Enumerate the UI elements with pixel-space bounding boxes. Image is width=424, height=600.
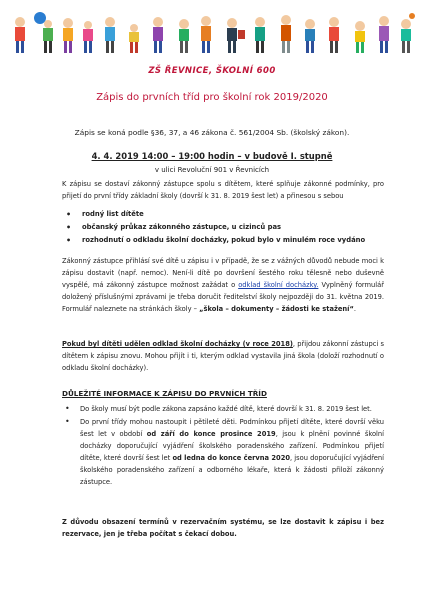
child-figure-9: [201, 16, 211, 53]
list-item: • rozhodnutí o odkladu školní docházky, pokud bylo v minulém roce vydáno: [62, 234, 392, 247]
closing-note: Z důvodu obsazení termínů v rezervačním systému, se lze dostavit k zápisu i bez rezervace, jen je třeba počítat s čekací dobou.: [62, 518, 384, 538]
child-figure-5: [105, 17, 115, 53]
child-figure-15: [355, 21, 365, 53]
legal-reference: Zápis se koná podle §36, 37, a 46 zákona č. 561/2004 Sb. (školský zákon).: [74, 128, 350, 137]
postponed-paragraph: [62, 338, 384, 374]
child-figure-10: [227, 18, 245, 53]
important-info-heading: DŮLEŽITÉ INFORMACE K ZÁPISU DO PRVNÍCH TŘÍD: [62, 389, 267, 398]
info-bold: od ledna do konce června 2020: [172, 454, 291, 462]
event-date-time-text: 4. 4. 2019 14:00 – 19:00 hodin – v budově I. stupně: [91, 151, 333, 161]
child-figure-6: [129, 24, 139, 53]
info-text: Do první třídy mohou nastoupit i pětileté děti. Podmínkou přijetí dítěte, které dovrší věku šest let v období: [80, 418, 384, 438]
intro-paragraph: K zápisu se dostaví zákonný zástupce spolu s dítětem, které splňuje zákonné podmínky, pro přijetí do první třídy základní školy (dovrší k 31. 8. 2019 šest let) a přinesou s sebou: [62, 180, 384, 200]
postponed-heading-text: Pokud byl dítěti udělen odklad školní docházky (v roce 2018): [62, 340, 293, 348]
child-figure-1: [15, 17, 25, 53]
absence-text-3: .: [353, 305, 357, 313]
info-bold: od září do konce prosince 2019: [146, 430, 276, 438]
child-figure-4: [83, 21, 93, 53]
child-figure-12: [281, 15, 291, 53]
school-name: ZŠ ŘEVNICE, ŠKOLNÍ 600: [148, 66, 276, 76]
child-figure-13: [305, 19, 315, 53]
child-figure-7: [153, 17, 163, 53]
list-item: • rodný list dítěte: [62, 208, 392, 221]
absence-text-1: Zákonný zástupce přihlásí své dítě u zápisu i v případě, že se z vážných důvodů nebude moci k zápisu dostavit (např. nemoc). Není-li dítě po dovršení šestého roku tělesně nebo duševně vyspělé, má zákonný zástupce možnost zažádat o: [62, 257, 384, 289]
child-figure-3: [63, 18, 73, 53]
required-documents-list: [62, 208, 392, 247]
list-item: • Do školy musí být podle zákona zapsáno každé dítě, které dovrší k 31. 8. 2019 šest let.: [62, 403, 384, 415]
absence-paragraph: [62, 255, 384, 315]
child-figure-14: [329, 17, 339, 53]
child-figure-16: [379, 16, 389, 53]
list-item: • občanský průkaz zákonného zástupce, u cizinců pas: [62, 221, 392, 234]
event-date-time-place: [0, 151, 424, 161]
info-text: , jsou k plnění povinné školní docházky doporučující vyjádření školského poradenského zařízení. Podmínkou přijetí dítěte, které dovrší šest let: [80, 430, 384, 462]
list-item: [62, 416, 384, 488]
child-figure-8: [179, 19, 189, 53]
child-figure-11: [255, 17, 265, 53]
info-text: , jsou doporučující vyjádření školského poradenského zařízení a odborného lékaře, která k žádosti přiloží zákonný zástupce.: [80, 454, 385, 486]
absence-text-2: Vyplněný formulář doložený příslušnými zprávami je třeba doručit ředitelství školy nejpozději do 31. května 2019. Formulář naleznete na stránkách školy –: [62, 281, 384, 313]
postponed-text: , přijdou zákonní zástupci s dítětem k zápisu znovu. Mohou přijít i ti, kterým odklad vystavila jiná škola (doloží rozhodnutí o odkladu školní docházky).: [62, 340, 384, 372]
important-info-list: [62, 403, 384, 489]
document-title: Zápis do prvních tříd pro školní rok 2019/2020: [96, 92, 328, 103]
children-illustration-banner: [8, 8, 416, 58]
absence-forms-path: „škola – dokumenty – žádosti ke stažení“: [199, 305, 354, 313]
child-figure-2: [34, 12, 53, 53]
child-figure-17: [401, 13, 415, 53]
deferral-link[interactable]: odklad školní docházky.: [238, 281, 319, 289]
event-address: v ulici Revoluční 901 v Řevnicích: [154, 166, 270, 174]
